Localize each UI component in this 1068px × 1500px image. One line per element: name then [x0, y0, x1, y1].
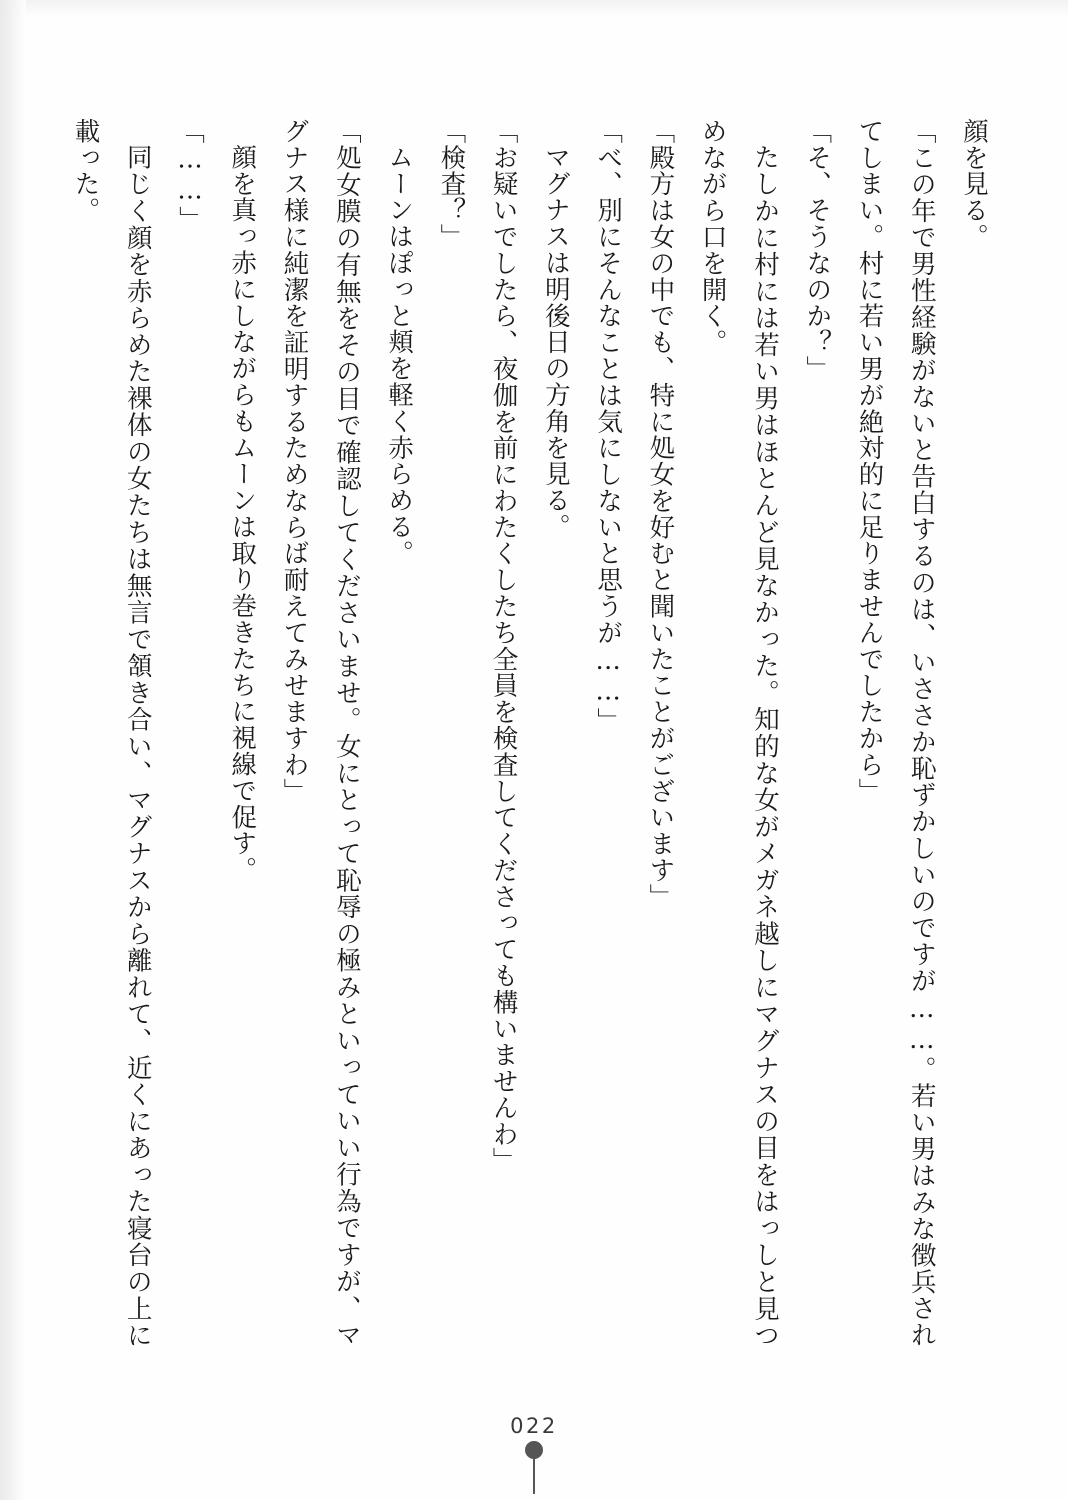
paragraph: 顔を見る。 [959, 118, 989, 250]
paragraph: マグナスは明後日の方角を見る。 [540, 143, 571, 540]
paragraph: 「この年で男性経験がないと告白するのは、いささか恥ずかしいのですが……。若い男はみな徴兵されてしまい。村に若い男が絶対的に足りませんでしたから」 [854, 118, 937, 1348]
paragraph: 顔を真っ赤にしながらもムーンは取り巻きたちに視線で促す。 [227, 143, 258, 883]
footer-ornament-icon [533, 1450, 535, 1494]
paragraph: ムーンはぽっと頬を軽く赤らめる。 [384, 143, 415, 566]
page-text-body [70, 118, 1000, 1348]
paragraph: 「処女膜の有無をその目で確認してくださいませ。女にとって恥辱の極みといっていい行為ですが、マグナス様に純潔を証明するためならば耐えてみせますわ」 [279, 118, 362, 1348]
paragraph: 「……」 [175, 118, 206, 233]
page-left-shading [0, 0, 26, 1500]
paragraph: 「べ、別にそんなことは気にしないと思うが……」 [593, 118, 624, 735]
paragraph: 「お疑いでしたら、夜伽を前にわたくしたち全員を検査してくださっても構いませんわ」 [488, 118, 519, 1174]
paragraph: 「検査？」 [436, 118, 467, 250]
page-number: 022 [510, 1414, 558, 1438]
paragraph: 同じく顔を赤らめた裸体の女たちは無言で頷き合い、マグナスから離れて、近くにあった寝台の上に載った。 [70, 118, 153, 1348]
page-top-shading [0, 0, 1068, 18]
paragraph: たしかに村には若い男はほとんど見なかった。知的な女がメガネ越しにマグナスの目をはっしと見つめながら口を開く。 [697, 118, 780, 1348]
paragraph: 「そ、そうなのか？」 [802, 118, 833, 382]
paragraph: 「殿方は女の中でも、特に処女を好むと聞いたことがございます」 [645, 118, 676, 910]
